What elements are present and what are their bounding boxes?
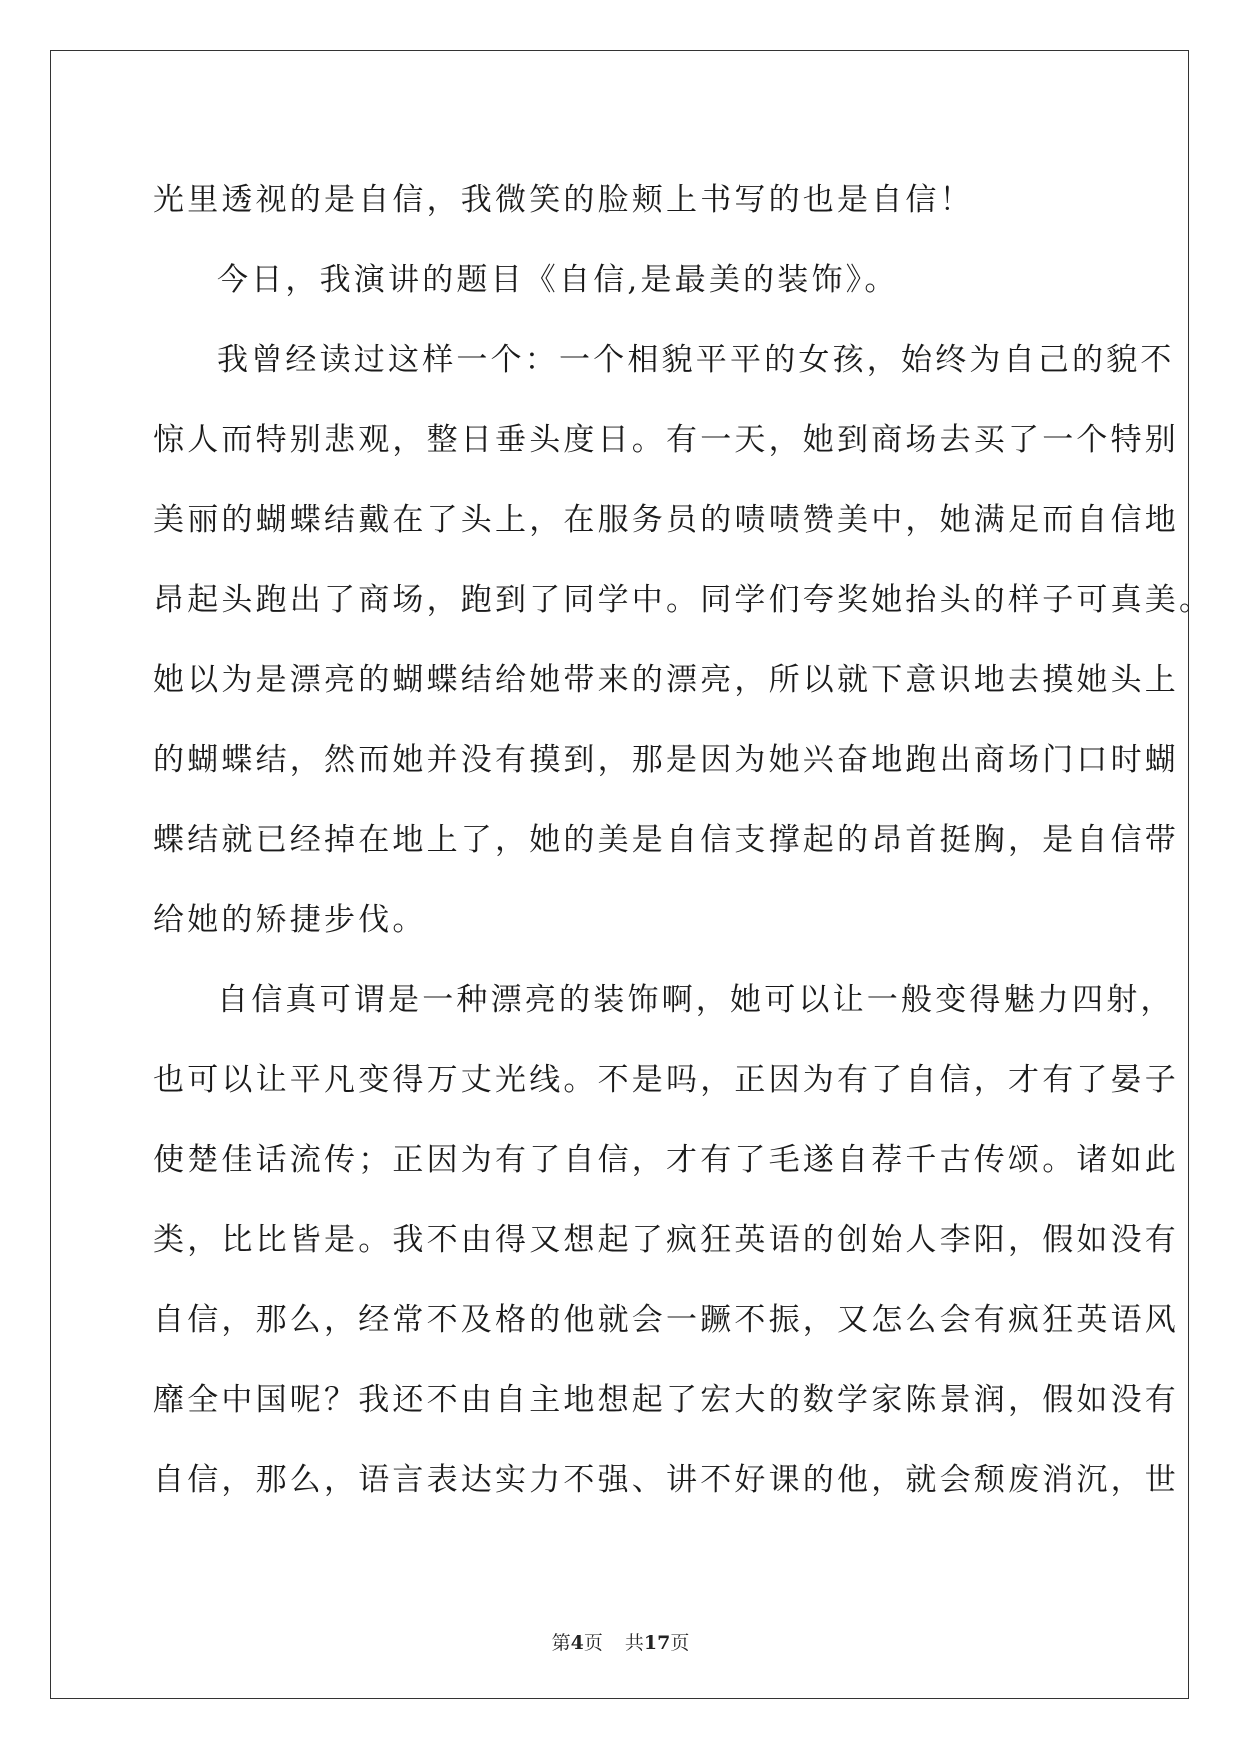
document-body (153, 160, 1214, 1520)
text-line: 光里透视的是自信，我微笑的脸颊上书写的也是自信！ (153, 182, 974, 218)
text-line: 昂起头跑出了商场，跑到了同学中。同学们夸奖她抬头的样子可真美。 (153, 582, 1214, 618)
text-line: 自信，那么，语言表达实力不强、讲不好课的他，就会颓废消沉，世 (153, 1462, 1179, 1498)
total-pages: 17 (643, 1632, 671, 1654)
text-line: 也可以让平凡变得万丈光线。不是吗，正因为有了自信，才有了晏子 (153, 1062, 1179, 1098)
text-line: 美丽的蝴蝶结戴在了头上，在服务员的啧啧赞美中，她满足而自信地 (153, 502, 1179, 538)
text-line: 给她的矫捷步伐。 (153, 902, 427, 938)
page-number: 4 (570, 1632, 584, 1654)
text-line: 自信，那么，经常不及格的他就会一蹶不振，又怎么会有疯狂英语风 (153, 1302, 1179, 1338)
text-line: 类，比比皆是。我不由得又想起了疯狂英语的创始人李阳，假如没有 (153, 1222, 1179, 1258)
total-label-prefix: 共 (624, 1632, 644, 1654)
text-line: 的蝴蝶结，然而她并没有摸到，那是因为她兴奋地跑出商场门口时蝴 (153, 742, 1179, 778)
page-label-prefix: 第 (551, 1632, 571, 1654)
page-footer (0, 1628, 1241, 1655)
paragraph-first-line: 今日，我演讲的题目《自信,是最美的装饰》。 (217, 262, 899, 298)
paragraph-first-line: 自信真可谓是一种漂亮的装饰啊，她可以让一般变得魅力四射， (217, 982, 1175, 1018)
text-line: 蝶结就已经掉在地上了，她的美是自信支撑起的昂首挺胸，是自信带 (153, 822, 1179, 858)
paragraph-first-line: 我曾经读过这样一个：一个相貌平平的女孩，始终为自己的貌不 (217, 342, 1175, 378)
text-line: 惊人而特别悲观，整日垂头度日。有一天，她到商场去买了一个特别 (153, 422, 1179, 458)
total-label-suffix: 页 (670, 1632, 690, 1654)
text-line: 靡全中国呢？我还不由自主地想起了宏大的数学家陈景润，假如没有 (153, 1382, 1179, 1418)
text-line: 她以为是漂亮的蝴蝶结给她带来的漂亮，所以就下意识地去摸她头上 (153, 662, 1179, 698)
text-line: 使楚佳话流传；正因为有了自信，才有了毛遂自荐千古传颂。诸如此 (153, 1142, 1179, 1178)
page-label-suffix: 页 (583, 1632, 603, 1654)
